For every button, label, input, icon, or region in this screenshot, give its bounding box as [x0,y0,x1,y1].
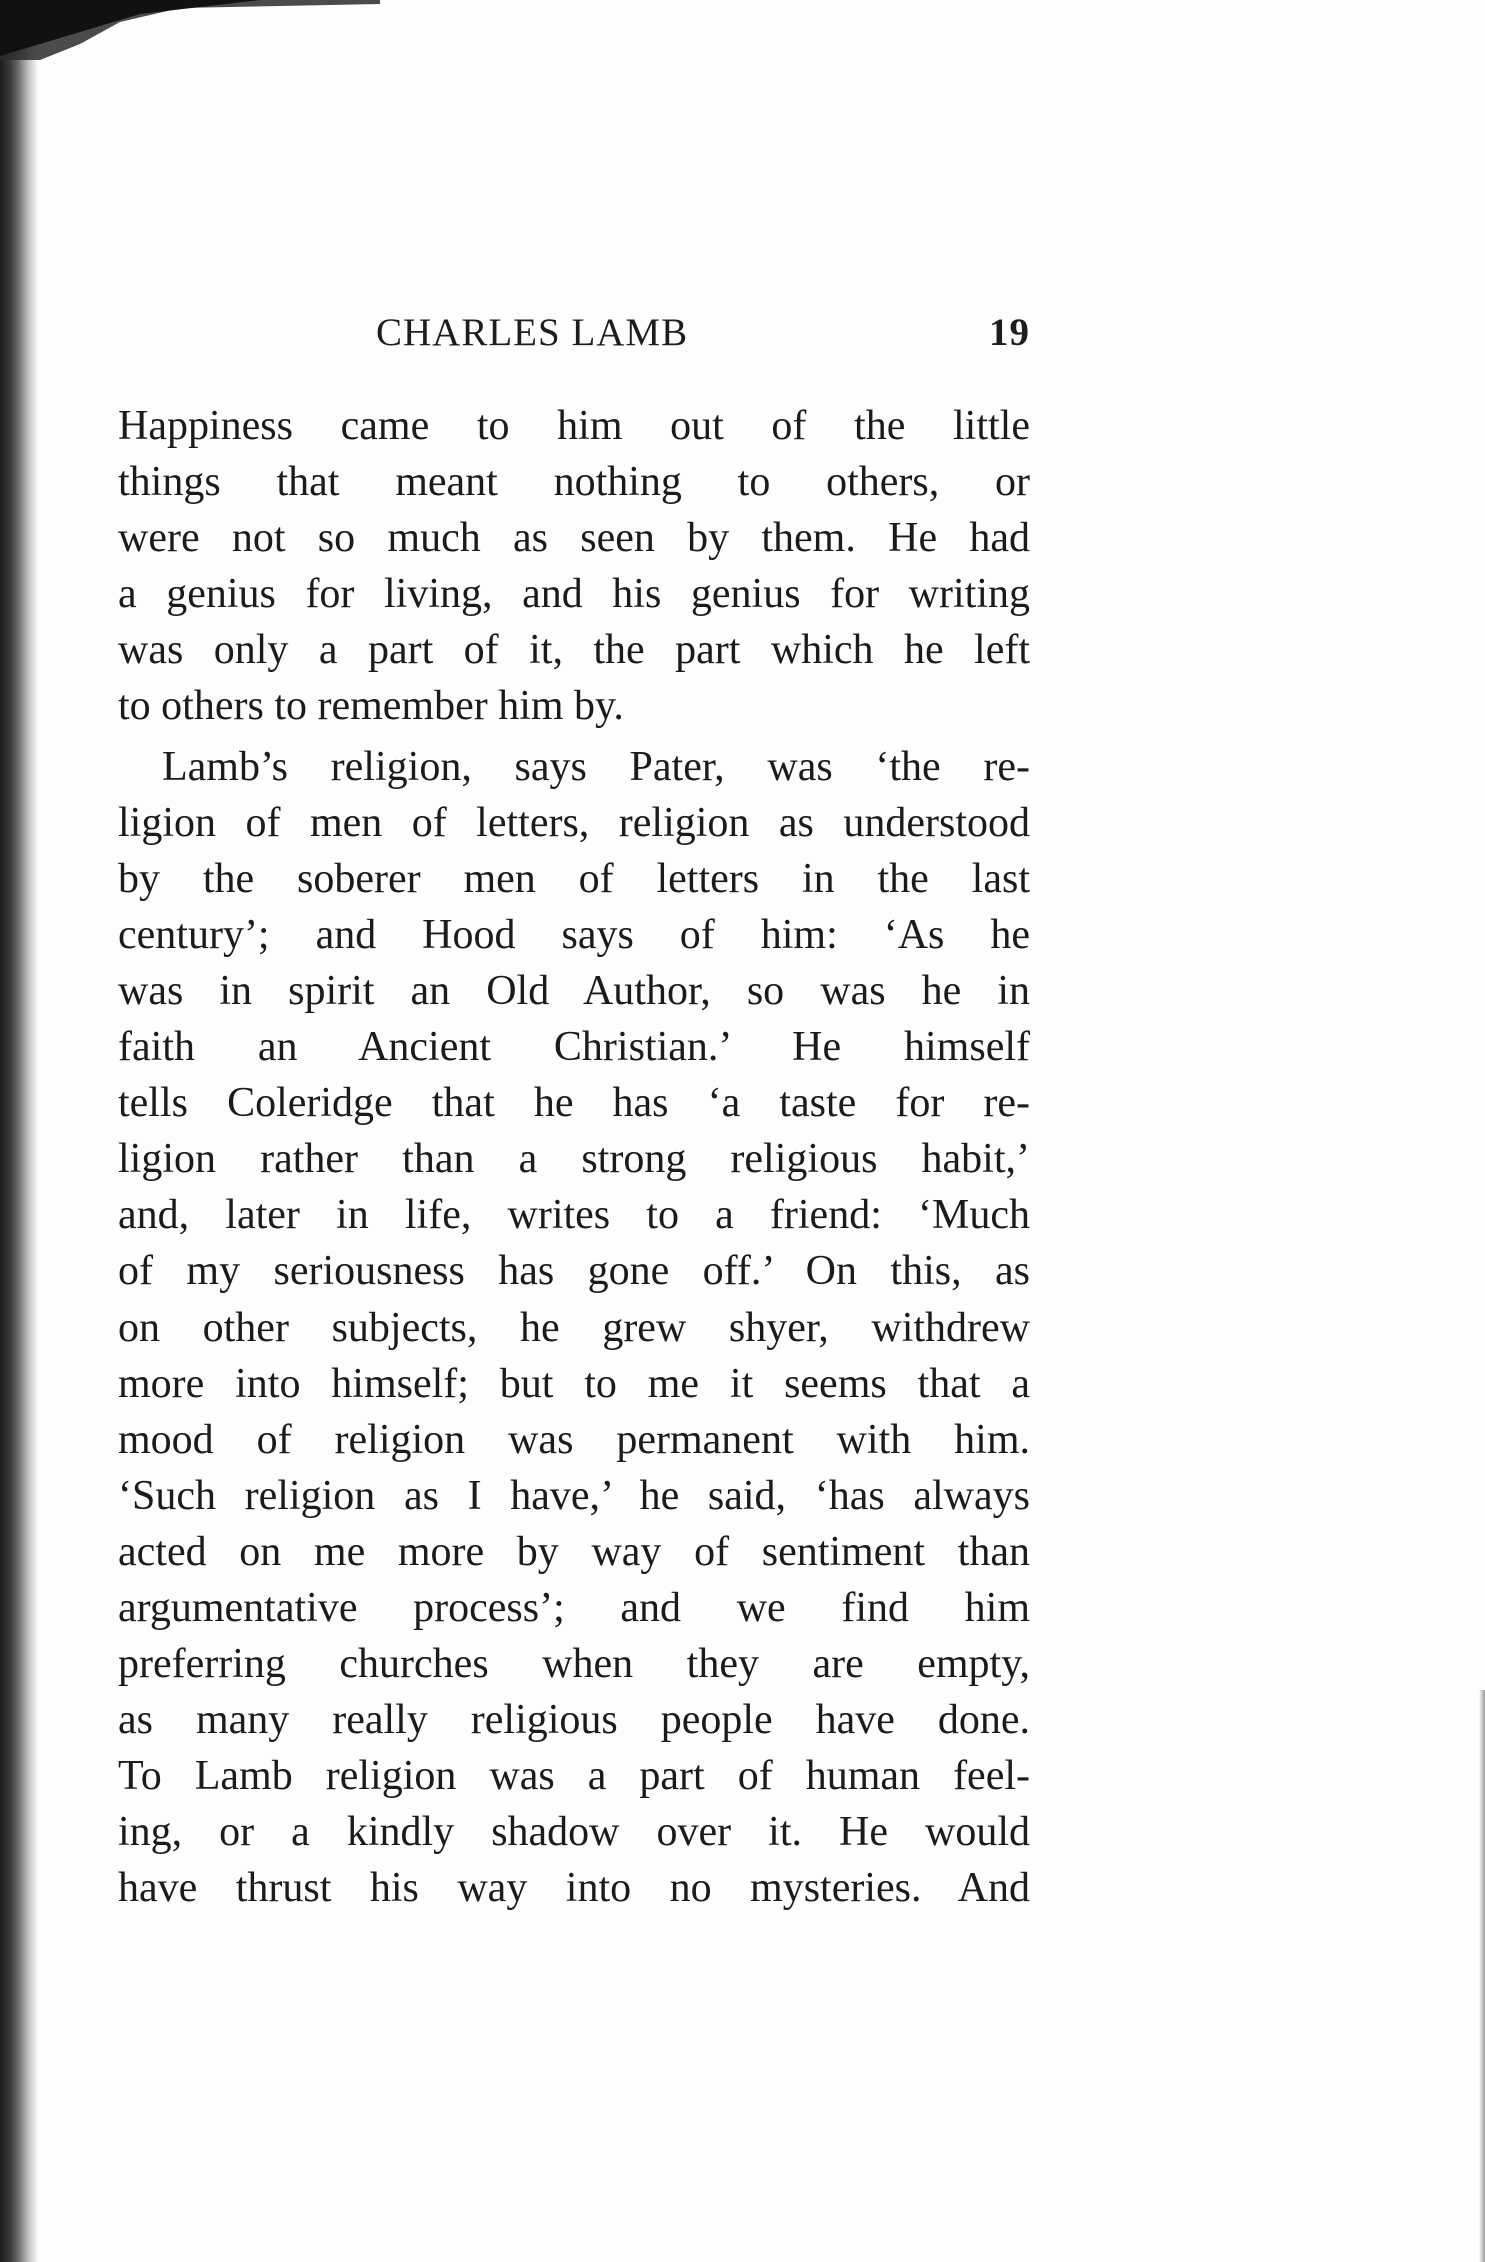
text-line: Lamb’s religion, says Pater, was ‘the re- [162,743,1030,790]
text-line: ing, or a kindly shadow over it. He would [118,1809,1030,1856]
text-line: To Lamb religion was a part of human feel- [118,1753,1030,1800]
text-line: were not so much as seen by them. He had [118,515,1030,562]
text-line: Happiness came to him out of the little [118,403,1030,449]
body-text [118,398,1030,1917]
page-number: 19 [989,311,1030,354]
text-line: ligion of men of letters, religion as understood [118,799,1030,846]
text-line: on other subjects, he grew shyer, withdrew [118,1304,1030,1351]
text-line: to others to remember him by. [118,683,624,730]
text-line: by the soberer men of letters in the last [118,855,1030,902]
text-line: ‘Such religion as I have,’ he said, ‘has always [118,1472,1030,1519]
text-line: faith an Ancient Christian.’ He himself [118,1024,1030,1071]
text-line: as many really religious people have done. [118,1697,1030,1744]
binding-edge [0,0,38,2262]
text-line: mood of religion was permanent with him. [118,1416,1030,1463]
text-line: have thrust his way into no mysteries. And [118,1865,1030,1912]
text-line: argumentative process’; and we find him [118,1584,1030,1631]
running-head [118,310,1030,360]
text-line: and, later in life, writes to a friend: ‘Much [118,1192,1030,1239]
text-line: things that meant nothing to others, or [118,459,1030,506]
text-line: a genius for living, and his genius for writing [118,571,1030,618]
text-line: preferring churches when they are empty, [118,1641,1030,1688]
text-line: was in spirit an Old Author, so was he in [118,967,1030,1014]
text-line: more into himself; but to me it seems that a [118,1360,1030,1407]
text-line: ligion rather than a strong religious habit,’ [118,1136,1030,1183]
text-line: was only a part of it, the part which he left [118,627,1030,674]
right-page-edge [1479,1690,1485,2262]
text-line: century’; and Hood says of him: ‘As he [118,911,1030,958]
text-line: of my seriousness has gone off.’ On this, as [118,1248,1030,1295]
text-line: tells Coleridge that he has ‘a taste for re- [118,1080,1030,1127]
running-title: CHARLES LAMB [376,311,689,354]
text-line: acted on me more by way of sentiment than [118,1528,1030,1575]
binding-corner-shadow [0,0,380,60]
